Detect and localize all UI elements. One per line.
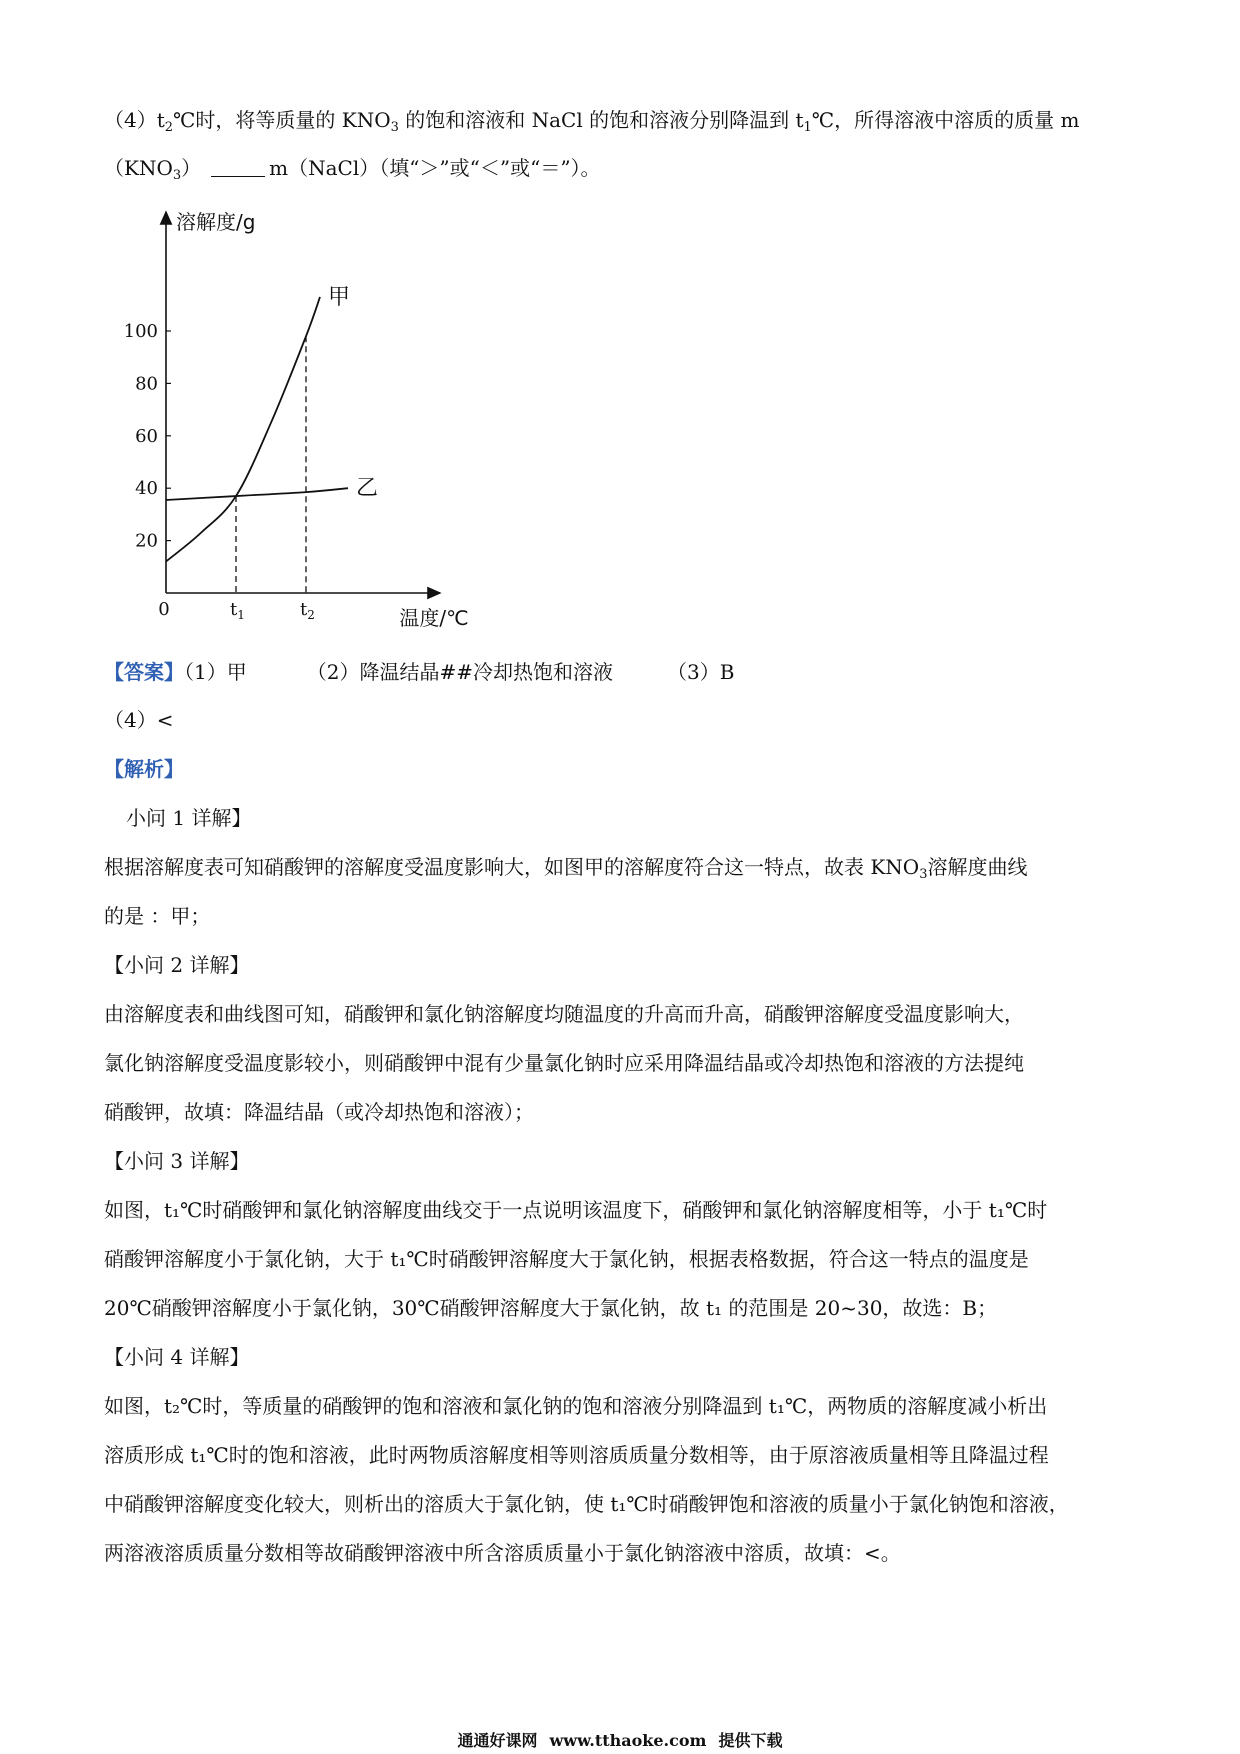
q4-line-1: 如图，t₂℃时，等质量的硝酸钾的饱和溶液和氯化钠的饱和溶液分别降温到 t₁℃，两物质的溶解度减小析出 xyxy=(104,1394,1048,1418)
series-line-yi xyxy=(166,488,348,500)
footer-note: 提供下载 xyxy=(718,1731,783,1750)
question-4-line-2: $(KNO_3)$ m（NaCl）（填“＞”或“＜”或“＝”）。 xyxy=(104,156,601,183)
question-4-line-1: $(4)t_2℃$时，将等质量的 $KNO_3$ 的饱和溶液和 NaCl 的饱和溶液分别降温到 $t_1℃$，所得溶液中溶质的质量 m xyxy=(104,108,1080,135)
y-tick-label: 60 xyxy=(135,425,158,447)
y-tick-label: 100 xyxy=(123,321,158,342)
series-line-jia xyxy=(166,297,320,562)
footer-site-name: 通通好课网 xyxy=(457,1731,538,1750)
analysis-label: 【解析】 xyxy=(104,757,184,781)
x-tick-label: $t_1$ xyxy=(230,599,245,622)
q2-line-2: 氯化钠溶解度受温度影较小，则硝酸钾中混有少量氯化钠时应采用降温结晶或冷却热饱和溶液的方法提纯 xyxy=(104,1051,1024,1075)
q1-line-2: 的是 ：甲； xyxy=(104,904,211,928)
q2-line-3: 硝酸钾，故填：降温结晶（或冷却热饱和溶液）； xyxy=(104,1100,534,1124)
answer-1: （1）甲 xyxy=(184,660,247,684)
x-axis-label: 温度/℃ xyxy=(399,606,469,630)
answer-line xyxy=(104,658,734,686)
series-label: 甲 xyxy=(328,284,351,310)
q2-line-1: 由溶解度表和曲线图可知，硝酸钾和氯化钠溶解度均随温度的升高而升高，硝酸钾溶解度受温度影响大， xyxy=(104,1002,1024,1026)
x-tick-label: $t_2$ xyxy=(300,599,315,622)
q4-line-3: 中硝酸钾溶解度变化较大，则析出的溶质大于氯化钠，使 t₁℃时硝酸钾饱和溶液的质量小于氯化钠饱和溶液， xyxy=(104,1492,1069,1516)
answer-label: 【答案】 xyxy=(104,660,184,684)
answer-blank xyxy=(211,158,265,177)
origin-label: 0 xyxy=(158,599,170,620)
y-tick-label: 80 xyxy=(135,373,158,395)
series-label: 乙 xyxy=(356,476,379,502)
q1-heading: 小问 1 详解】 xyxy=(126,806,252,830)
q4-heading: 【小问 4 详解】 xyxy=(104,1345,250,1369)
q4-line-2: 溶质形成 t₁℃时的饱和溶液，此时两物质溶解度相等则溶质质量分数相等，由于原溶液质量相等且降温过程 xyxy=(104,1443,1049,1467)
q3-line-3: 20℃硝酸钾溶解度小于氯化钠，30℃硝酸钾溶解度大于氯化钠，故 t₁ 的范围是 20~30，故选：B； xyxy=(104,1296,998,1320)
q3-line-1: 如图，t₁℃时硝酸钾和氯化钠溶解度曲线交于一点说明该温度下，硝酸钾和氯化钠溶解度相等，小于 t₁℃时 xyxy=(104,1198,1048,1222)
footer-url[interactable]: www.tthaoke.com xyxy=(549,1731,707,1750)
q4-line-4: 两溶液溶质质量分数相等故硝酸钾溶液中所含溶质质量小于氯化钠溶液中溶质，故填：<。 xyxy=(104,1541,901,1565)
y-axis-label: 溶解度/g xyxy=(176,210,256,234)
q2-heading: 【小问 2 详解】 xyxy=(104,953,250,977)
solubility-chart xyxy=(100,200,500,640)
q3-line-2: 硝酸钾溶解度小于氯化钠，大于 t₁℃时硝酸钾溶解度大于氯化钠，根据表格数据，符合这一特点的温度是 xyxy=(104,1247,1029,1271)
y-tick-label: 20 xyxy=(135,530,158,552)
answer-4: （4）< xyxy=(104,708,174,732)
q1-line-1: 根据溶解度表可知硝酸钾的溶解度受温度影响大，如图甲的溶解度符合这一特点，故表 $KNO_3$溶解度曲线 xyxy=(104,855,1028,882)
q3-heading: 【小问 3 详解】 xyxy=(104,1149,250,1173)
y-tick-label: 40 xyxy=(135,478,158,500)
answer-2: （2）降温结晶##冷却热饱和溶液 xyxy=(306,660,613,684)
page-footer xyxy=(0,1728,1240,1751)
answer-3: （3）B xyxy=(666,660,735,684)
